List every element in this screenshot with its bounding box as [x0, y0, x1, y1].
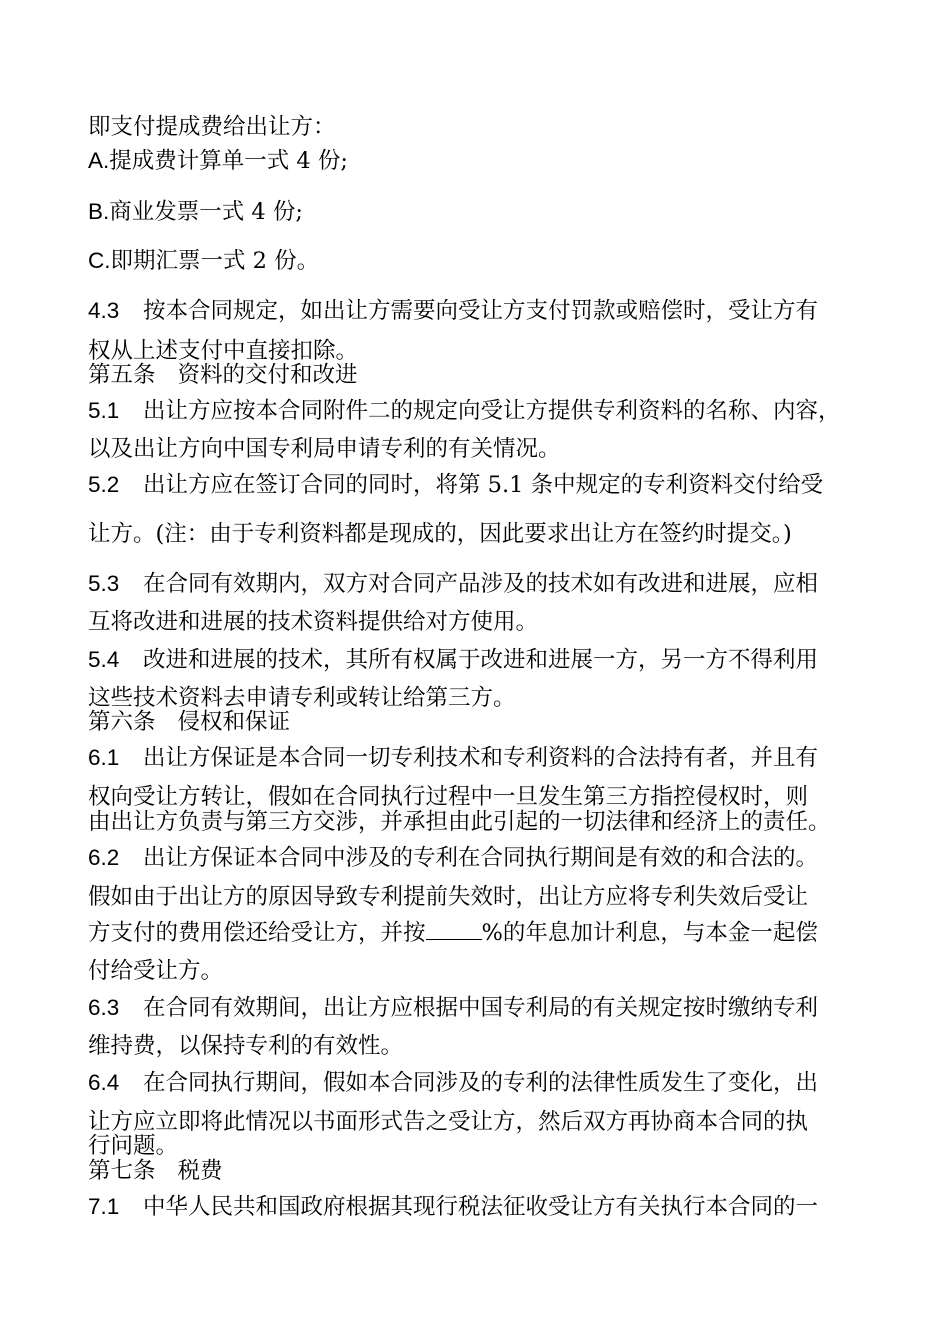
line-text: 在合同有效期间，出让方应根据中国专利局的有关规定按时缴纳专利: [143, 995, 819, 1021]
line-text: 让方应立即将此情况以书面形式告之受让方，然后双方再协商本合同的执: [88, 1109, 809, 1135]
line-text: 即支付提成费给出让方：: [88, 114, 336, 140]
line-text: 付给受让方。: [88, 958, 224, 984]
text-line: [88, 519, 792, 549]
clause-number: 5.1: [88, 398, 120, 423]
list-item-b: [88, 197, 303, 227]
list-marker: B.: [88, 199, 110, 224]
clause-number: 6.2: [88, 845, 120, 870]
clause-number: 4.3: [88, 298, 120, 323]
list-item-a: [88, 146, 348, 176]
clause-4-3: [88, 296, 818, 326]
fill-in-blank: [426, 921, 482, 940]
article-7-heading: [88, 1156, 223, 1186]
list-marker: A.: [88, 148, 110, 173]
line-text: 维持费，以保持专利的有效性。: [88, 1033, 404, 1059]
clause-5-4: [88, 645, 818, 675]
list-marker: C.: [88, 248, 111, 273]
line-text: 改进和进展的技术，其所有权属于改进和进展一方，另一方不得利用: [143, 647, 819, 673]
list-item-c: [88, 246, 319, 276]
line-text: 即期汇票一式 2 份。: [110, 248, 320, 274]
text-line: [88, 807, 831, 837]
clause-5-3: [88, 569, 818, 599]
line-text: 权向受让方转让，假如在合同执行过程中一旦发生第三方指控侵权时，则: [88, 784, 809, 810]
article-title: 侵权和保证: [177, 709, 291, 735]
text-line: [88, 1031, 403, 1061]
text-line: [88, 112, 336, 142]
clause-6-4: [88, 1068, 818, 1098]
line-text: 行问题。: [88, 1133, 179, 1159]
line-text: %的年息加计利息，与本金一起偿: [481, 920, 818, 946]
text-line: [88, 918, 818, 948]
line-text: 这些技术资料去申请专利或转让给第三方。: [88, 685, 516, 711]
line-text: 提成费计算单一式 4 份;: [109, 148, 348, 174]
article-title: 资料的交付和改进: [177, 362, 358, 388]
line-text: 出让方应按本合同附件二的规定向受让方提供专利资料的名称、内容，: [143, 398, 841, 424]
clause-6-1: [88, 743, 818, 773]
line-text: 权从上述支付中直接扣除。: [88, 338, 359, 364]
text-line: [88, 434, 561, 464]
clause-6-3: [88, 993, 818, 1023]
line-text: 在合同有效期内，双方对合同产品涉及的技术如有改进和进展，应相: [143, 571, 819, 597]
line-text: 以及出让方向中国专利局申请专利的有关情况。: [88, 436, 561, 462]
clause-number: 6.1: [88, 745, 120, 770]
line-text: 在合同执行期间，假如本合同涉及的专利的法律性质发生了变化，出: [143, 1070, 819, 1096]
clause-number: 5.2: [88, 472, 120, 497]
article-number: 第六条: [88, 709, 156, 735]
clause-number: 5.4: [88, 647, 120, 672]
article-title: 税费: [177, 1158, 223, 1184]
article-5-heading: [88, 360, 358, 390]
article-number: 第七条: [88, 1158, 156, 1184]
text-line: [88, 882, 808, 912]
line-text: 出让方保证本合同中涉及的专利在合同执行期间是有效的和合法的。: [143, 845, 819, 871]
line-text: 假如由于出让方的原因导致专利提前失效时，出让方应将专利失效后受让: [88, 884, 809, 910]
line-text: 出让方保证是本合同一切专利技术和专利资料的合法持有者，并且有: [143, 745, 819, 771]
clause-6-2: [88, 843, 818, 873]
clause-number: 5.3: [88, 571, 120, 596]
clause-number: 6.3: [88, 995, 120, 1020]
clause-5-1: [88, 396, 841, 426]
text-line: [88, 607, 538, 637]
line-text: 商业发票一式 4 份;: [109, 199, 303, 225]
line-text: 互将改进和进展的技术资料提供给对方使用。: [88, 609, 539, 635]
line-text: 中华人民共和国政府根据其现行税法征收受让方有关执行本合同的一: [143, 1194, 819, 1220]
clause-number: 6.4: [88, 1070, 120, 1095]
clause-7-1: [88, 1192, 818, 1222]
line-text: 出让方应在签订合同的同时，将第 5.1 条中规定的专利资料交付给受: [143, 472, 824, 498]
article-number: 第五条: [88, 362, 156, 388]
text-line: [88, 1107, 808, 1137]
line-text: 让方。(注：由于专利资料都是现成的，因此要求出让方在签约时提交。): [88, 521, 792, 547]
line-text: 由出让方负责与第三方交涉，并承担由此引起的一切法律和经济上的责任。: [88, 809, 831, 835]
text-line: [88, 956, 223, 986]
clause-number: 7.1: [88, 1194, 120, 1219]
line-text: 方支付的费用偿还给受让方，并按: [88, 920, 426, 946]
article-6-heading: [88, 707, 290, 737]
clause-5-2: [88, 470, 823, 500]
line-text: 按本合同规定，如出让方需要向受让方支付罚款或赔偿时，受让方有: [143, 298, 819, 324]
